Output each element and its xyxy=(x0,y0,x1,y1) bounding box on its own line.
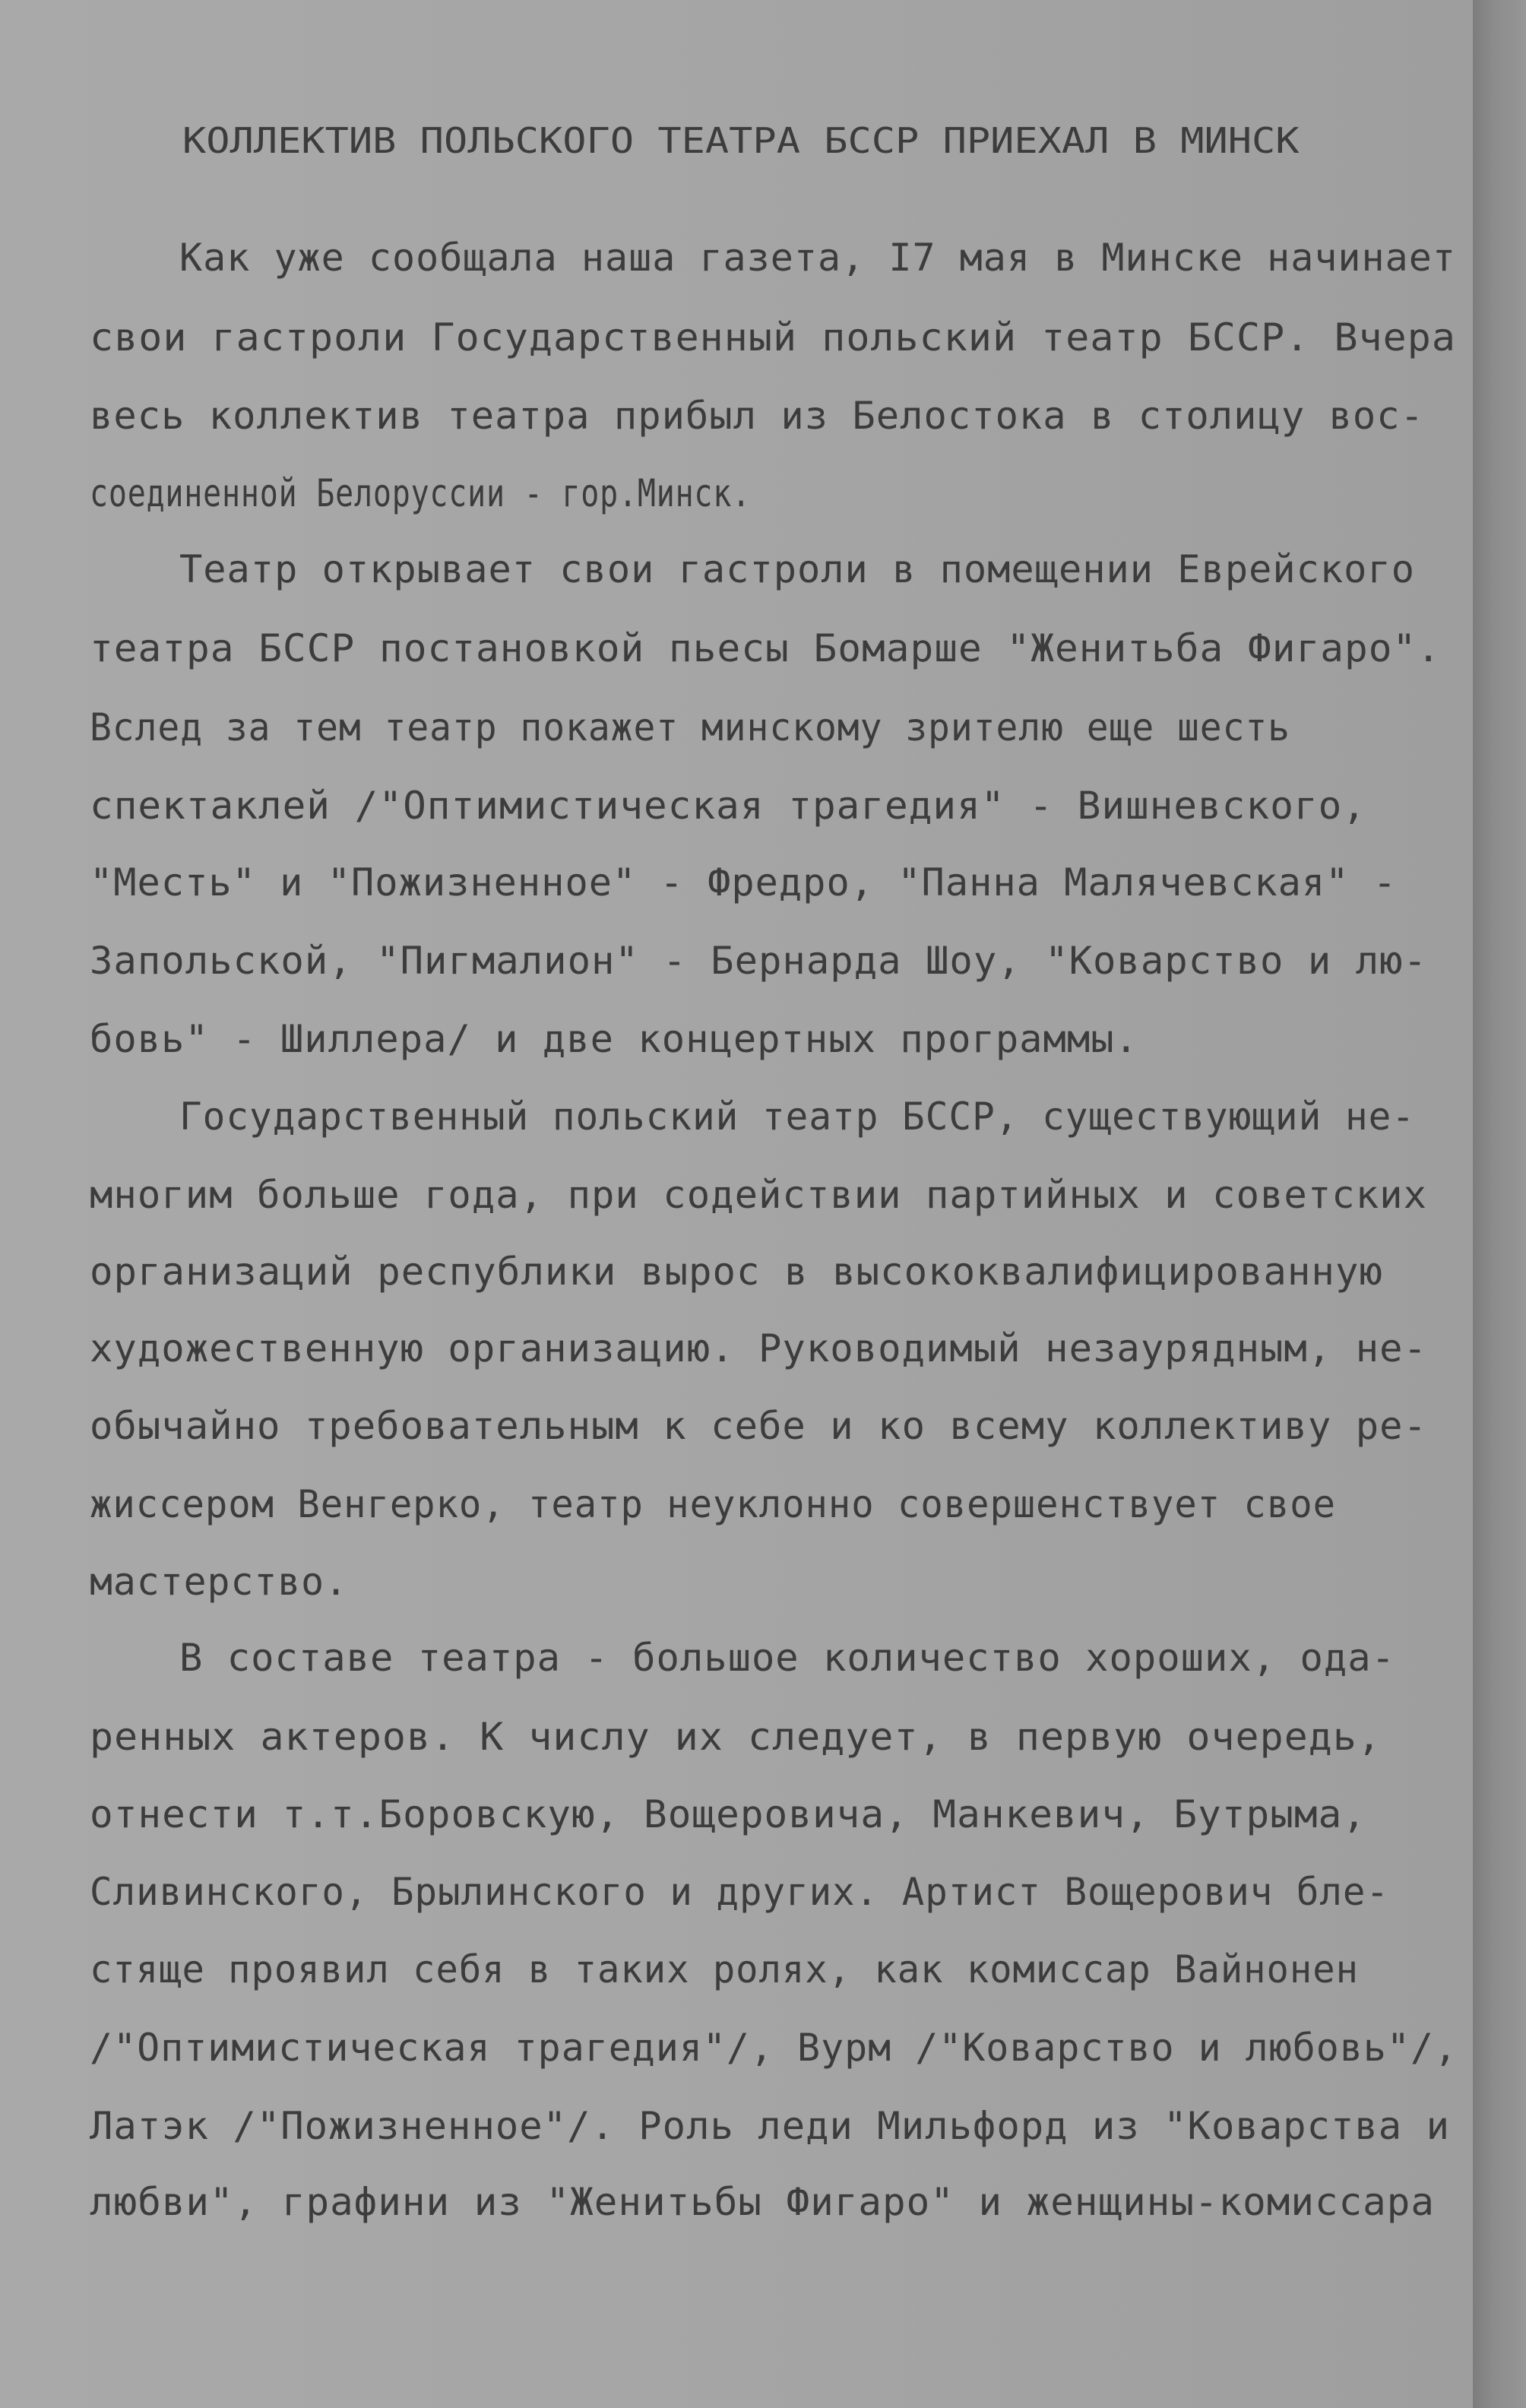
text-line: театра БССР постановкой пьесы Бомарше "Женитьба Фигаро". xyxy=(90,626,1441,670)
text-line: организаций республики вырос в высококвалифицированную xyxy=(90,1250,1384,1294)
text-line: отнести т.т.Боровскую, Вощеровича, Манкевич, Бутрыма, xyxy=(90,1792,1366,1836)
text-line: соединенной Белоруссии - гор.Минск. xyxy=(90,471,751,515)
text-line: Запольской, "Пигмалион" - Бернарда Шоу, "Коварство и лю- xyxy=(90,939,1428,983)
text-line: Сливинского, Брылинского и других. Артист Вощерович бле- xyxy=(90,1870,1389,1914)
page-edge-shadow xyxy=(1473,0,1526,2408)
text-line: стяще проявил себя в таких ролях, как комиссар Вайнонен xyxy=(90,1947,1359,1991)
text-line: ренных актеров. К числу их следует, в первую очередь, xyxy=(90,1715,1382,1759)
text-line: свои гастроли Государственный польский театр БССР. Вчера xyxy=(90,315,1456,360)
text-line: Как уже сообщала наша газета, I7 мая в Минске начинает xyxy=(179,236,1456,280)
text-line: спектаклей /"Оптимистическая трагедия" - Вишневского, xyxy=(90,784,1366,828)
text-line: многим больше года, при содействии партийных и советских xyxy=(90,1173,1428,1217)
text-line: бовь" - Шиллера/ и две концертных программы. xyxy=(90,1017,1138,1061)
page-title: КОЛЛЕКТИВ ПОЛЬСКОГО ТЕАТРА БССР ПРИЕХАЛ В МИНСК xyxy=(182,120,1300,161)
text-line: мастерство. xyxy=(90,1560,348,1604)
text-line: В составе театра - большое количество хороших, ода- xyxy=(179,1636,1395,1680)
text-line: весь коллектив театра прибыл из Белостока в столицу вос- xyxy=(90,394,1424,438)
text-line: Театр открывает свои гастроли в помещении Еврейского xyxy=(179,547,1415,591)
text-line: художественную организацию. Руководимый незаурядным, не- xyxy=(90,1326,1428,1370)
text-line: /"Оптимистическая трагедия"/, Вурм /"Коварство и любовь"/, xyxy=(90,2026,1458,2070)
text-line: обычайно требовательным к себе и ко всему коллективу ре- xyxy=(90,1404,1428,1448)
text-line: жиссером Венгерко, театр неуклонно совершенствует свое xyxy=(90,1482,1336,1526)
text-line: Вслед за тем театр покажет минскому зрителю еще шесть xyxy=(90,705,1290,749)
text-line: Латэк /"Пожизненное"/. Роль леди Мильфорд из "Коварства и xyxy=(90,2104,1450,2148)
text-line: Государственный польский театр БССР, существующий не- xyxy=(179,1095,1415,1139)
text-line: "Месть" и "Пожизненное" - Фредро, "Панна Малячевская" - xyxy=(90,860,1397,905)
text-line: любви", графини из "Женитьбы Фигаро" и женщины-комиссара xyxy=(90,2180,1436,2224)
